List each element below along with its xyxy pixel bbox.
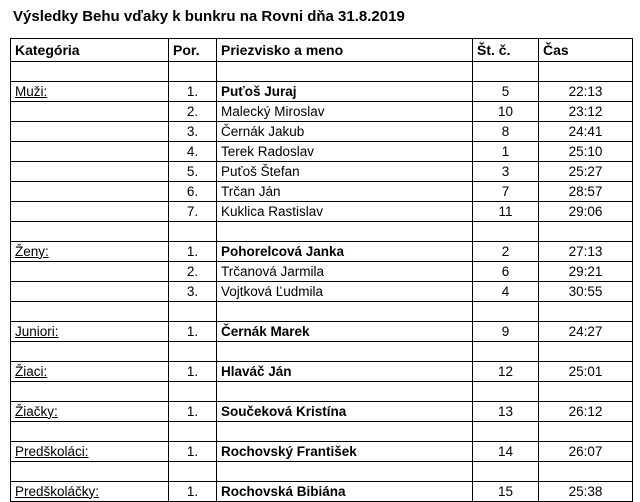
position-cell: 3. xyxy=(169,122,217,142)
spacer-cell xyxy=(169,422,217,442)
time-cell: 24:27 xyxy=(539,322,633,342)
category-label: Žiačky: xyxy=(15,403,58,419)
position-cell: 2. xyxy=(169,262,217,282)
table-row xyxy=(11,262,633,282)
category-cell-empty xyxy=(11,282,169,302)
category-cell-empty xyxy=(11,102,169,122)
spacer-cell xyxy=(11,302,169,322)
spacer-row xyxy=(11,422,633,442)
category-cell xyxy=(11,442,169,462)
name-cell: Trčan Ján xyxy=(217,182,473,202)
category-label: Predškoláčky: xyxy=(15,483,100,499)
spacer-cell xyxy=(473,62,539,82)
spacer-cell xyxy=(11,382,169,402)
spacer-cell xyxy=(539,342,633,362)
position-cell: 3. xyxy=(169,282,217,302)
spacer-cell xyxy=(539,62,633,82)
position-cell: 1. xyxy=(169,482,217,502)
time-cell: 22:13 xyxy=(539,82,633,102)
category-cell xyxy=(11,402,169,422)
position-cell: 1. xyxy=(169,402,217,422)
spacer-row xyxy=(11,62,633,82)
name-cell: Puťoš Juraj xyxy=(217,82,473,102)
category-cell-empty xyxy=(11,202,169,222)
table-row xyxy=(11,322,633,342)
name-cell: Vojtková Ľudmila xyxy=(217,282,473,302)
header-time: Čas xyxy=(539,39,633,62)
spacer-cell xyxy=(11,422,169,442)
header-row xyxy=(11,39,633,62)
category-cell-empty xyxy=(11,262,169,282)
start-number-cell: 5 xyxy=(473,82,539,102)
position-cell: 1. xyxy=(169,82,217,102)
start-number-cell: 2 xyxy=(473,242,539,262)
time-cell: 27:13 xyxy=(539,242,633,262)
spacer-cell xyxy=(473,222,539,242)
start-number-cell: 3 xyxy=(473,162,539,182)
spacer-cell xyxy=(217,222,473,242)
spacer-cell xyxy=(169,222,217,242)
table-row xyxy=(11,102,633,122)
name-cell: Černák Marek xyxy=(217,322,473,342)
start-number-cell: 15 xyxy=(473,482,539,502)
header-start-number: Št. č. xyxy=(473,39,539,62)
table-row xyxy=(11,402,633,422)
spacer-cell xyxy=(217,382,473,402)
time-cell: 25:10 xyxy=(539,142,633,162)
spacer-cell xyxy=(539,302,633,322)
spacer-cell xyxy=(217,62,473,82)
start-number-cell: 6 xyxy=(473,262,539,282)
spacer-cell xyxy=(473,462,539,482)
spacer-cell xyxy=(11,462,169,482)
time-cell: 26:12 xyxy=(539,402,633,422)
table-row xyxy=(11,242,633,262)
name-cell: Součeková Kristína xyxy=(217,402,473,422)
start-number-cell: 8 xyxy=(473,122,539,142)
start-number-cell: 11 xyxy=(473,202,539,222)
time-cell: 28:57 xyxy=(539,182,633,202)
spacer-row xyxy=(11,342,633,362)
name-cell: Terek Radoslav xyxy=(217,142,473,162)
spacer-cell xyxy=(169,342,217,362)
results-body xyxy=(11,62,633,502)
name-cell: Rochovská Bibiána xyxy=(217,482,473,502)
table-row xyxy=(11,142,633,162)
name-cell: Hlaváč Ján xyxy=(217,362,473,382)
position-cell: 1. xyxy=(169,322,217,342)
table-row xyxy=(11,82,633,102)
spacer-cell xyxy=(217,302,473,322)
start-number-cell: 12 xyxy=(473,362,539,382)
name-cell: Kuklica Rastislav xyxy=(217,202,473,222)
start-number-cell: 7 xyxy=(473,182,539,202)
position-cell: 6. xyxy=(169,182,217,202)
position-cell: 5. xyxy=(169,162,217,182)
spacer-row xyxy=(11,462,633,482)
spacer-cell xyxy=(473,302,539,322)
name-cell: Puťoš Štefan xyxy=(217,162,473,182)
spacer-cell xyxy=(473,422,539,442)
spacer-row xyxy=(11,302,633,322)
table-row xyxy=(11,122,633,142)
page-title: Výsledky Behu vďaky k bunkru na Rovni dňa 31.8.2019 xyxy=(13,8,405,25)
spacer-cell xyxy=(169,302,217,322)
spacer-row xyxy=(11,382,633,402)
name-cell: Rochovský František xyxy=(217,442,473,462)
category-cell-empty xyxy=(11,142,169,162)
position-cell: 7. xyxy=(169,202,217,222)
spacer-cell xyxy=(473,342,539,362)
name-cell: Trčanová Jarmila xyxy=(217,262,473,282)
spacer-cell xyxy=(217,342,473,362)
start-number-cell: 1 xyxy=(473,142,539,162)
table-row xyxy=(11,482,633,502)
spacer-cell xyxy=(169,382,217,402)
spacer-cell xyxy=(11,342,169,362)
results-table xyxy=(10,38,633,502)
spacer-cell xyxy=(539,222,633,242)
table-row xyxy=(11,182,633,202)
start-number-cell: 4 xyxy=(473,282,539,302)
position-cell: 2. xyxy=(169,102,217,122)
time-cell: 29:21 xyxy=(539,262,633,282)
table-row xyxy=(11,362,633,382)
spacer-cell xyxy=(169,62,217,82)
spacer-row xyxy=(11,222,633,242)
time-cell: 30:55 xyxy=(539,282,633,302)
time-cell: 29:06 xyxy=(539,202,633,222)
time-cell: 26:07 xyxy=(539,442,633,462)
table-row xyxy=(11,162,633,182)
header-category: Kategória xyxy=(11,39,169,62)
category-cell xyxy=(11,362,169,382)
time-cell: 25:01 xyxy=(539,362,633,382)
table-row xyxy=(11,442,633,462)
category-cell xyxy=(11,82,169,102)
table-row xyxy=(11,202,633,222)
category-label: Muži: xyxy=(15,83,48,99)
category-label: Predškoláci: xyxy=(15,443,89,459)
position-cell: 1. xyxy=(169,362,217,382)
spacer-cell xyxy=(217,462,473,482)
position-cell: 1. xyxy=(169,442,217,462)
spacer-cell xyxy=(169,462,217,482)
category-label: Juniori: xyxy=(15,323,59,339)
category-cell xyxy=(11,242,169,262)
time-cell: 24:41 xyxy=(539,122,633,142)
category-cell-empty xyxy=(11,182,169,202)
table-row xyxy=(11,282,633,302)
start-number-cell: 13 xyxy=(473,402,539,422)
start-number-cell: 9 xyxy=(473,322,539,342)
name-cell: Černák Jakub xyxy=(217,122,473,142)
category-cell xyxy=(11,322,169,342)
category-cell xyxy=(11,482,169,502)
spacer-cell xyxy=(473,382,539,402)
time-cell: 25:27 xyxy=(539,162,633,182)
position-cell: 4. xyxy=(169,142,217,162)
spacer-cell xyxy=(11,222,169,242)
start-number-cell: 14 xyxy=(473,442,539,462)
category-label: Žiaci: xyxy=(15,363,48,379)
time-cell: 23:12 xyxy=(539,102,633,122)
spacer-cell xyxy=(11,62,169,82)
time-cell: 25:38 xyxy=(539,482,633,502)
name-cell: Pohorelcová Janka xyxy=(217,242,473,262)
category-cell-empty xyxy=(11,122,169,142)
category-cell-empty xyxy=(11,162,169,182)
category-label: Ženy: xyxy=(15,243,49,259)
start-number-cell: 10 xyxy=(473,102,539,122)
spacer-cell xyxy=(539,462,633,482)
position-cell: 1. xyxy=(169,242,217,262)
spacer-cell xyxy=(217,422,473,442)
header-position: Por. xyxy=(169,39,217,62)
spacer-cell xyxy=(539,382,633,402)
name-cell: Malecký Miroslav xyxy=(217,102,473,122)
spacer-cell xyxy=(539,422,633,442)
header-name: Priezvisko a meno xyxy=(217,39,473,62)
